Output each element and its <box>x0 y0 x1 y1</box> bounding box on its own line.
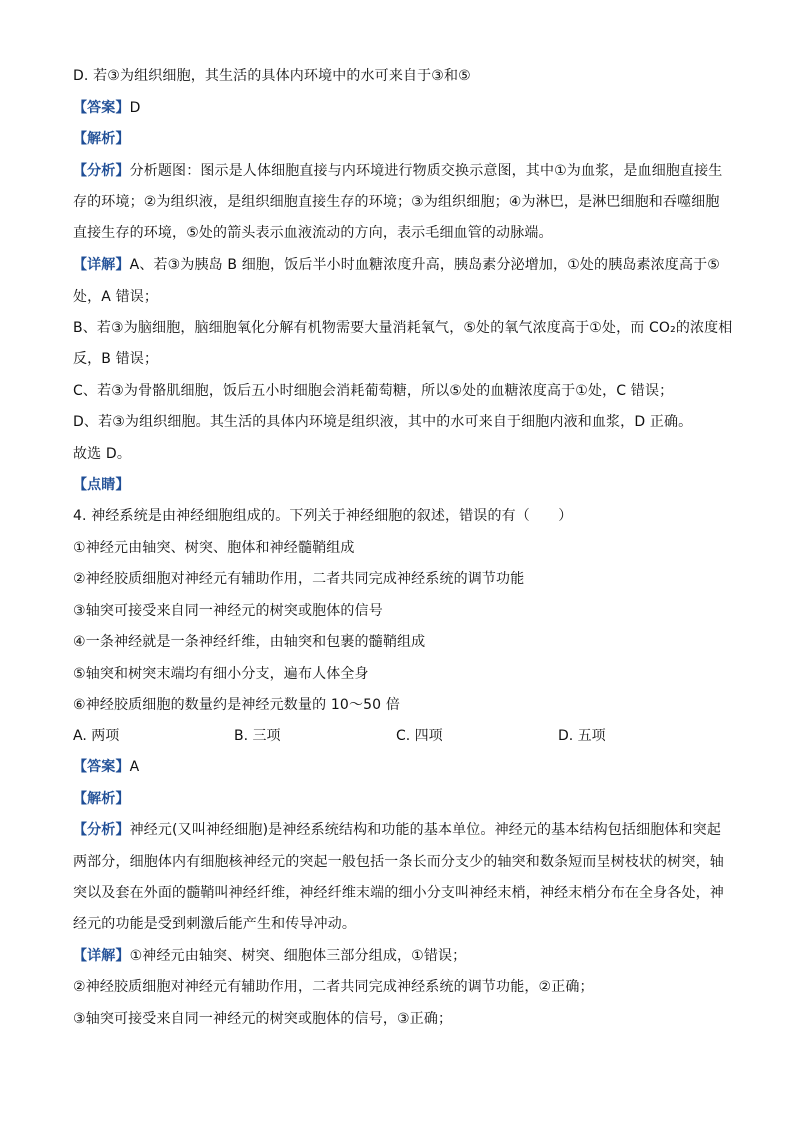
comment-heading: 【点睛】 <box>73 477 130 493</box>
analysis-line: 直接生存的环境，⑤处的箭头表示血液流动的方向，表示毛细血管的动脉端。 <box>73 225 553 241</box>
detail-line: 处，A 错误； <box>73 289 159 305</box>
detail-line: C、若③为骨骼肌细胞，饭后五小时细胞会消耗葡萄糖，所以⑤处的血糖浓度高于①处，C 错误； <box>73 383 674 399</box>
analysis-line: 存的环境；②为组织液，是组织细胞直接生存的环境；③为组织细胞；④为淋巴，是淋巴细胞和吞噬细胞 <box>73 194 720 210</box>
answer-tag: 【答案】 <box>73 100 130 116</box>
choice-a: A. 两项 <box>73 728 120 744</box>
statement-item: ③轴突可接受来自同一神经元的树突或胞体的信号 <box>73 603 383 619</box>
statement-item: ①神经元由轴突、树突、胞体和神经髓鞘组成 <box>73 540 355 556</box>
analysis-heading: 【解析】 <box>73 791 130 807</box>
choice-d: D. 五项 <box>558 728 606 744</box>
answer-line: 【答案】A <box>73 759 140 775</box>
question-stem: 4. 神经系统是由神经细胞组成的。下列关于神经细胞的叙述，错误的有（ ） <box>73 508 573 524</box>
analysis-heading: 【解析】 <box>73 131 130 147</box>
statement-item: ⑥神经胶质细胞的数量约是神经元数量的 10～50 倍 <box>73 697 400 713</box>
detail-line: ②神经胶质细胞对神经元有辅助作用，二者共同完成神经系统的调节功能，②正确； <box>73 979 594 995</box>
detail-line: B、若③为脑细胞，脑细胞氧化分解有机物需要大量消耗氧气，⑤处的氧气浓度高于①处，而 CO₂的浓度相 <box>73 320 733 336</box>
detail-line: 反，B 错误； <box>73 351 159 367</box>
choice-b: B. 三项 <box>234 728 281 744</box>
analysis-line: 突以及套在外面的髓鞘叫神经纤维，神经纤维末端的细小分支叫神经末梢，神经末梢分布在全身各处，神 <box>73 885 724 901</box>
analysis-line: 经元的功能是受到刺激后能产生和传导冲动。 <box>73 916 356 932</box>
statement-item: ④一条神经就是一条神经纤维，由轴突和包裹的髓鞘组成 <box>73 634 426 650</box>
detail-line: 【详解】①神经元由轴突、树突、细胞体三部分组成，①错误； <box>73 948 467 964</box>
conclusion-line: 故选 D。 <box>73 446 131 462</box>
choice-c: C. 四项 <box>396 728 443 744</box>
analysis-line: 【分析】分析题图：图示是人体细胞直接与内环境进行物质交换示意图，其中①为血浆，是血细胞直接生 <box>73 163 723 179</box>
analysis-line: 【分析】神经元(又叫神经细胞)是神经系统结构和功能的基本单位。神经元的基本结构包括细胞体和突起 <box>73 822 721 838</box>
detail-line: D、若③为组织细胞。其生活的具体内环境是组织液，其中的水可来自于细胞内液和血浆，D 正确。 <box>73 414 693 430</box>
analysis-line: 两部分，细胞体内有细胞核神经元的突起一般包括一条长而分支少的轴突和数条短而呈树枝状的树突，轴 <box>73 854 724 870</box>
statement-item: ⑤轴突和树突末端均有细小分支，遍布人体全身 <box>73 666 369 682</box>
statement-item: ②神经胶质细胞对神经元有辅助作用，二者共同完成神经系统的调节功能 <box>73 571 525 587</box>
option-d-line: D. 若③为组织细胞，其生活的具体内环境中的水可来自于③和⑤ <box>73 68 471 84</box>
detail-line: 【详解】A、若③为胰岛 B 细胞，饭后半小时血糖浓度升高，胰岛素分泌增加，①处的胰岛素浓度高于⑤ <box>73 257 720 273</box>
answer-line: 【答案】D <box>73 100 141 116</box>
detail-line: ③轴突可接受来自同一神经元的树突或胞体的信号，③正确； <box>73 1011 453 1027</box>
